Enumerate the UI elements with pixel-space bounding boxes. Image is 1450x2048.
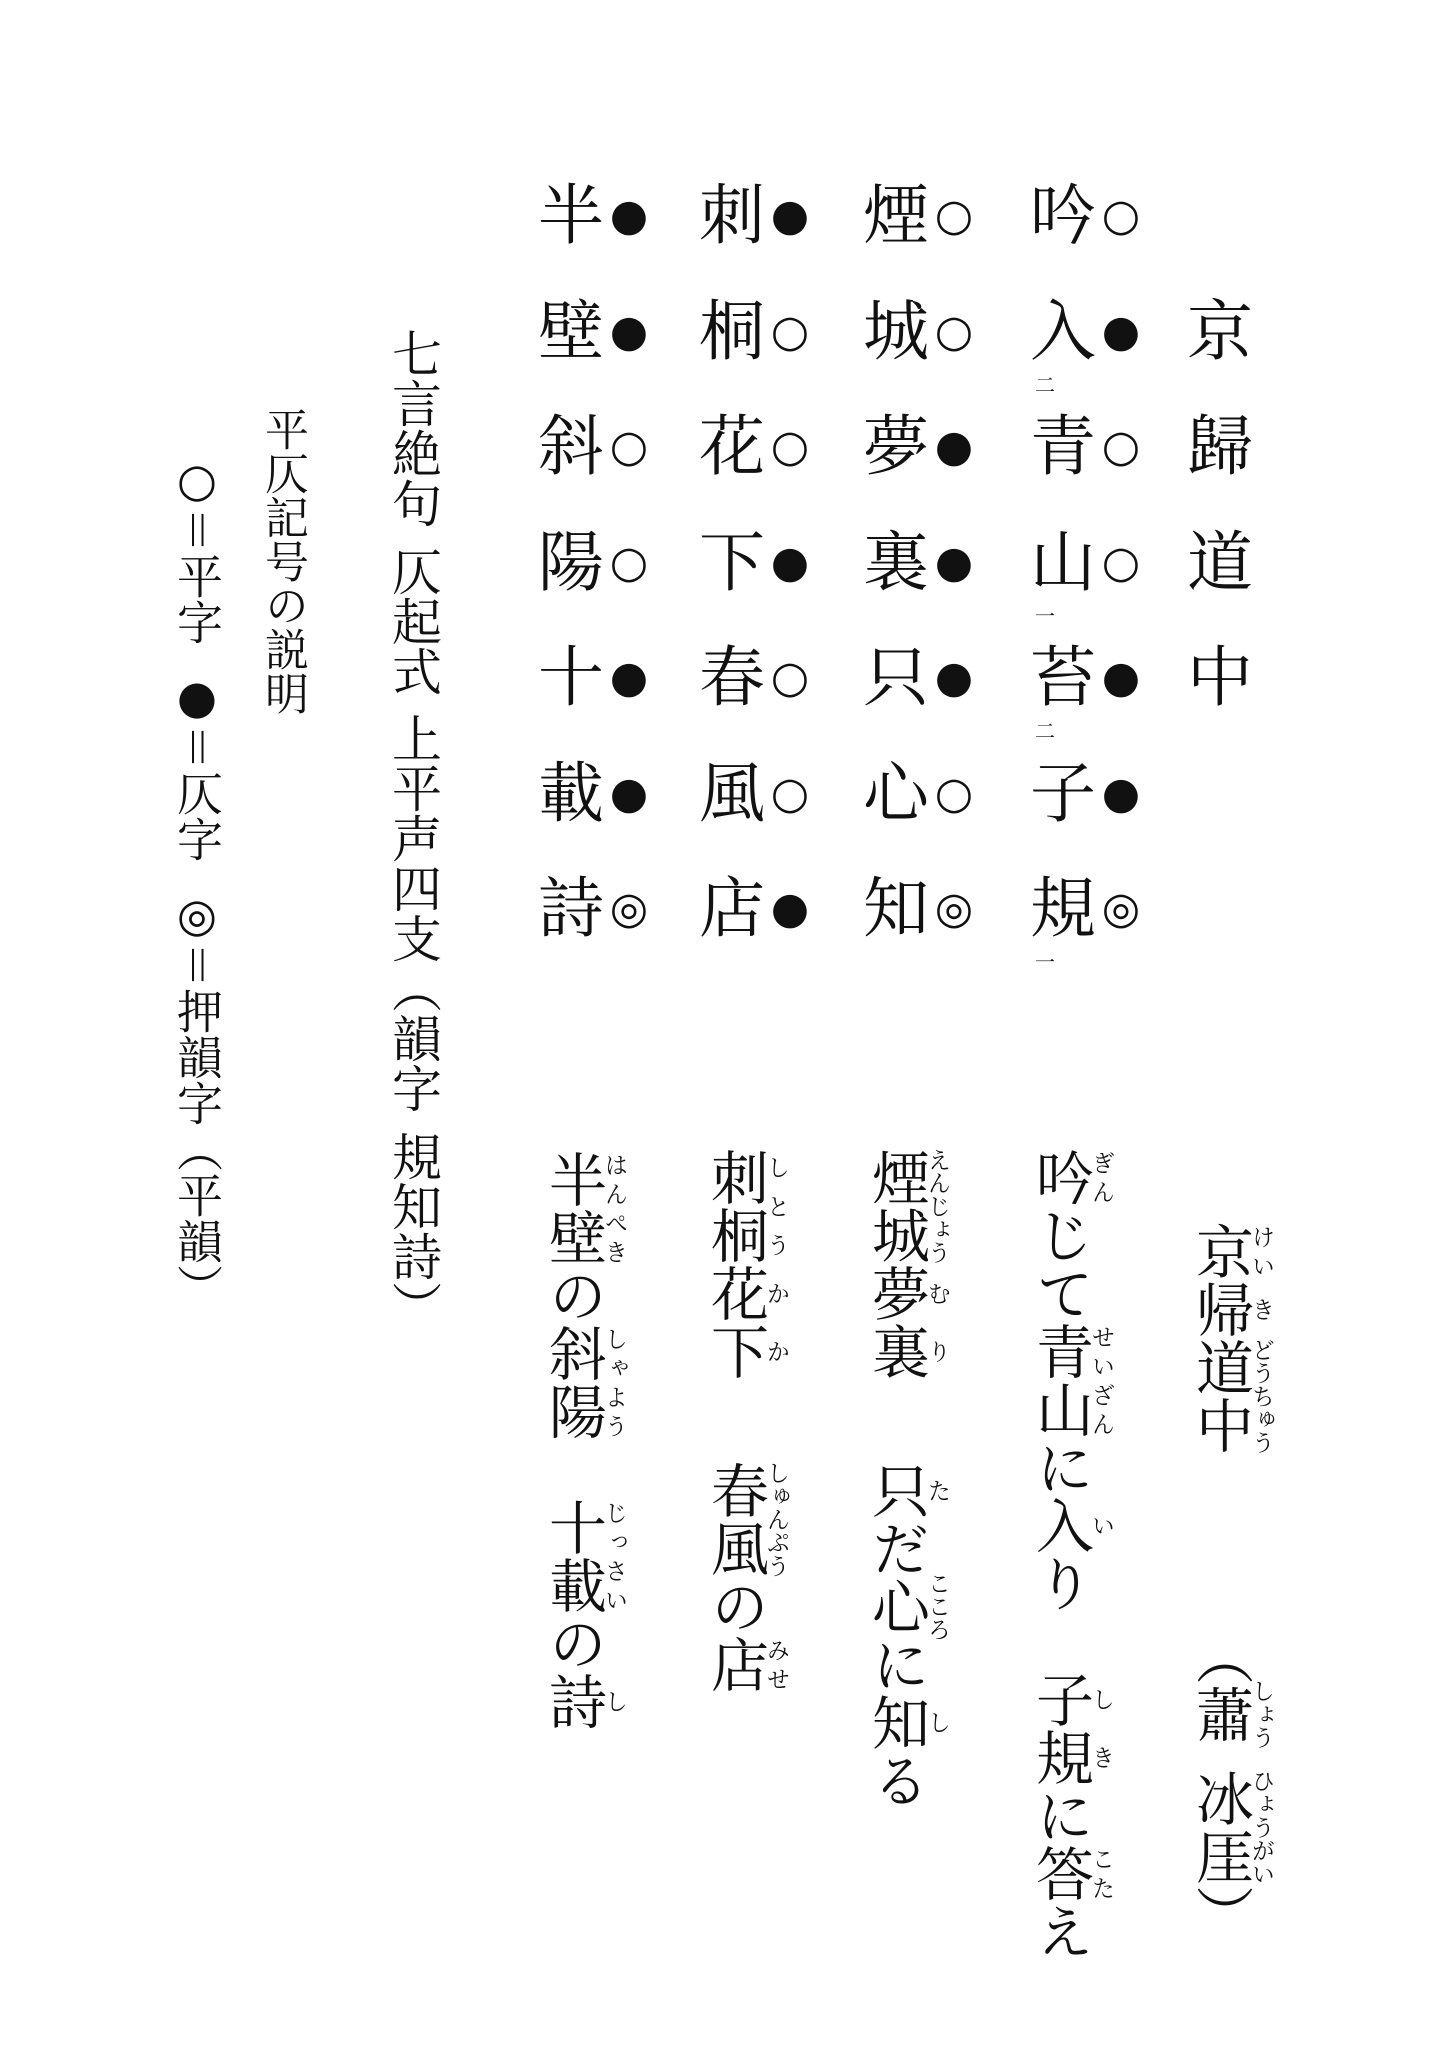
- ruby-word: [539, 1324, 628, 1440]
- ruby-base: 斜陽: [539, 1324, 607, 1440]
- poem-char: 花: [699, 408, 765, 485]
- reading-line-1-second-half: [1026, 1670, 1115, 1960]
- oblique-tone-mark: ●: [609, 652, 649, 703]
- level-tone-mark: ○: [770, 421, 810, 472]
- ruby-base: 冰厓: [1186, 1769, 1254, 1886]
- form-note-part: 規知詩）: [384, 1130, 442, 1331]
- ruby-base: 入: [1026, 1496, 1094, 1554]
- furigana: しゃよう: [600, 1324, 628, 1440]
- furigana: せいざん: [1087, 1322, 1115, 1438]
- reading-line-4-second-half: [539, 1498, 628, 1730]
- form-note-part: 七言絶句: [384, 328, 442, 528]
- title-char: 歸: [1187, 408, 1253, 485]
- ruby-word: [701, 1461, 790, 1578]
- oblique-tone-mark: ●: [770, 883, 810, 934]
- level-tone-mark: ○: [1101, 536, 1141, 588]
- reading-line-4: [518, 1150, 628, 1730]
- ruby-word: [539, 1672, 628, 1730]
- poem-char: 春: [699, 639, 765, 716]
- oblique-tone-mark: ●: [609, 767, 649, 819]
- furigana: しき: [1087, 1670, 1115, 1786]
- ruby-word: [701, 1264, 790, 1380]
- poem-char: 半: [538, 177, 604, 254]
- poem-char: 裏: [863, 523, 929, 601]
- level-tone-mark: ○: [770, 652, 810, 703]
- ruby-base: 答: [1026, 1844, 1094, 1902]
- ruby-word: [862, 1461, 951, 1520]
- furigana: どうちゅう: [1247, 1338, 1275, 1454]
- furigana: ひょうがい: [1247, 1769, 1275, 1886]
- open-paren: （: [1186, 1627, 1254, 1685]
- kana-text: る: [862, 1751, 930, 1810]
- ruby-base: 子規: [1026, 1670, 1094, 1786]
- author-surname: [1186, 1679, 1275, 1749]
- reading-line-2-second-half: [862, 1461, 951, 1810]
- kana-text: の: [701, 1577, 769, 1636]
- kana-text: の: [539, 1266, 607, 1324]
- author-name: [1165, 1627, 1275, 1943]
- ruby-base: 心: [862, 1571, 930, 1641]
- kana-text: え: [1026, 1902, 1094, 1960]
- poem-char: 載: [538, 754, 604, 832]
- ruby-word: [862, 1571, 951, 1641]
- poem-char: 青: [1030, 408, 1096, 485]
- poem-char: 下: [699, 523, 765, 601]
- ruby-base: 道中: [1186, 1338, 1254, 1454]
- kana-text: り: [1026, 1554, 1094, 1612]
- reading-line-1-first-half: [1026, 1148, 1115, 1612]
- ruby-base: 春風: [701, 1461, 769, 1578]
- level-tone-mark: ○: [770, 767, 810, 819]
- reading-line-4-first-half: [539, 1150, 628, 1440]
- furigana: しとう: [762, 1148, 790, 1264]
- ruby-base: 只: [862, 1461, 930, 1520]
- poem-char: 知: [863, 870, 929, 947]
- furigana: しょう: [1247, 1679, 1275, 1749]
- poem-char: 煙: [863, 177, 929, 254]
- rhyme-mark: ◎: [609, 883, 649, 934]
- ruby-word: [1026, 1148, 1115, 1206]
- rhyme-mark: ◎: [934, 883, 974, 934]
- poem-char: 山: [1030, 523, 1096, 601]
- reading-line-3-first-half: [701, 1148, 790, 1380]
- poem-char: 陽: [538, 523, 604, 601]
- kana-text: に: [862, 1635, 930, 1694]
- level-tone-mark: ○: [609, 536, 649, 588]
- rhyme-mark: ◎: [1101, 883, 1141, 934]
- level-tone-mark: ○: [1101, 421, 1141, 472]
- ruby-base: 蕭: [1186, 1679, 1254, 1749]
- ruby-word: [1026, 1496, 1115, 1554]
- level-tone-mark: ○: [934, 767, 974, 819]
- oblique-tone-mark: ●: [770, 536, 810, 588]
- legend-title: 平仄記号の説明: [257, 407, 308, 715]
- poem-char: 只: [863, 639, 929, 716]
- furigana: けい: [1247, 1222, 1275, 1280]
- poem-char: 苔: [1030, 639, 1096, 716]
- poem-char: 城: [863, 292, 929, 370]
- level-tone-mark: ○: [609, 421, 649, 472]
- poem-char: 斜: [538, 408, 604, 485]
- poem-char: 規: [1030, 870, 1096, 947]
- poem-char: 吟: [1030, 177, 1096, 254]
- ruby-base: 店: [701, 1635, 769, 1694]
- furigana: こた: [1087, 1844, 1115, 1902]
- furigana: こころ: [923, 1571, 951, 1641]
- form-note-part: 仄起式: [384, 545, 442, 696]
- poem-char: 心: [863, 754, 929, 832]
- poem-char: 入: [1030, 292, 1096, 370]
- ruby-base: 吟: [1026, 1148, 1094, 1206]
- furigana: しゅんぷう: [762, 1461, 790, 1578]
- ruby-base: 京: [1186, 1222, 1254, 1280]
- ruby-word: [1186, 1280, 1275, 1338]
- ruby-word: [701, 1148, 790, 1264]
- furigana: き: [1247, 1280, 1275, 1338]
- title-char: 道: [1187, 523, 1253, 601]
- oblique-tone-mark: ●: [609, 190, 649, 241]
- title-char: 京: [1187, 292, 1253, 370]
- furigana: し: [923, 1693, 951, 1752]
- legend-item-oblique: ●＝仄字: [170, 670, 224, 863]
- kana-text: だ: [862, 1519, 930, 1578]
- poem-char: 夢: [863, 408, 929, 485]
- kana-text: に: [1026, 1438, 1094, 1496]
- ruby-base: 詩: [539, 1672, 607, 1730]
- reading-title: [1165, 1222, 1275, 1454]
- poem-char: 壁: [538, 292, 604, 370]
- level-tone-mark: ○: [934, 190, 974, 241]
- poem-char: 子: [1030, 754, 1096, 832]
- furigana: はんぺき: [600, 1150, 628, 1266]
- ruby-word: [539, 1150, 628, 1266]
- level-tone-mark: ○: [1101, 190, 1141, 241]
- kana-text: の: [539, 1614, 607, 1672]
- kana-text: じて: [1026, 1206, 1094, 1322]
- furigana: た: [923, 1461, 951, 1520]
- ruby-base: 花下: [701, 1264, 769, 1380]
- oblique-tone-mark: ●: [770, 190, 810, 241]
- close-paren: ）: [1186, 1885, 1254, 1944]
- ruby-word: [1186, 1222, 1275, 1280]
- ruby-word: [701, 1635, 790, 1694]
- furigana: し: [600, 1672, 628, 1730]
- kana-text: に: [1026, 1786, 1094, 1844]
- form-note-part: 上平声四支（韻字: [384, 713, 442, 1113]
- level-tone-mark: ○: [770, 305, 810, 357]
- furigana: じっさい: [600, 1498, 628, 1614]
- ruby-word: [539, 1498, 628, 1614]
- poem-char: 風: [699, 754, 765, 832]
- kaeriten-mark: 一: [1035, 603, 1055, 628]
- oblique-tone-mark: ●: [934, 536, 974, 588]
- furigana: ぎん: [1087, 1148, 1115, 1206]
- ruby-word: [1186, 1338, 1275, 1454]
- legend-items: [165, 453, 229, 1310]
- ruby-base: 十載: [539, 1498, 607, 1614]
- reading-line-2: [841, 1148, 951, 1809]
- poem-char: 十: [538, 639, 604, 716]
- ruby-word: [1026, 1844, 1115, 1902]
- author-given-name: [1186, 1769, 1275, 1886]
- title-char: 中: [1187, 639, 1253, 716]
- ruby-base: 半壁: [539, 1150, 607, 1266]
- furigana: い: [1087, 1496, 1115, 1554]
- poem-char: 詩: [538, 870, 604, 947]
- ruby-base: 青山: [1026, 1322, 1094, 1438]
- kaeriten-mark: 一: [1035, 950, 1055, 974]
- furigana: えんじょう: [923, 1148, 951, 1264]
- legend-item-level: ○＝平字: [170, 453, 224, 645]
- ruby-word: [1026, 1322, 1115, 1438]
- reading-line-2-first-half: [862, 1148, 951, 1380]
- poem-char: 刺: [699, 177, 765, 254]
- kaeriten-mark: 二: [1035, 372, 1055, 397]
- ruby-base: 知: [862, 1693, 930, 1752]
- oblique-tone-mark: ●: [1101, 305, 1141, 357]
- reading-line-3-second-half: [701, 1461, 790, 1694]
- furigana: むり: [923, 1264, 951, 1380]
- ruby-base: 煙城: [862, 1148, 930, 1264]
- oblique-tone-mark: ●: [609, 305, 649, 357]
- furigana: かか: [762, 1264, 790, 1380]
- oblique-tone-mark: ●: [1101, 767, 1141, 819]
- reading-line-3: [680, 1148, 790, 1693]
- furigana: みせ: [762, 1635, 790, 1694]
- ruby-word: [862, 1148, 951, 1264]
- oblique-tone-mark: ●: [934, 421, 974, 472]
- level-tone-mark: ○: [934, 305, 974, 357]
- ruby-base: 帰: [1186, 1280, 1254, 1338]
- ruby-word: [862, 1693, 951, 1752]
- ruby-base: 夢裏: [862, 1264, 930, 1380]
- ruby-word: [862, 1264, 951, 1380]
- ruby-base: 刺桐: [701, 1148, 769, 1264]
- poem-char: 店: [699, 870, 765, 947]
- kaeriten-mark: 二: [1035, 719, 1055, 743]
- legend-item-rhyme: ◎＝押韻字（平韻）: [170, 887, 224, 1310]
- oblique-tone-mark: ●: [1101, 652, 1141, 703]
- oblique-tone-mark: ●: [934, 652, 974, 703]
- ruby-word: [1026, 1670, 1115, 1786]
- form-note: [378, 328, 448, 1331]
- reading-line-1: [1005, 1148, 1115, 1960]
- poem-char: 桐: [699, 292, 765, 370]
